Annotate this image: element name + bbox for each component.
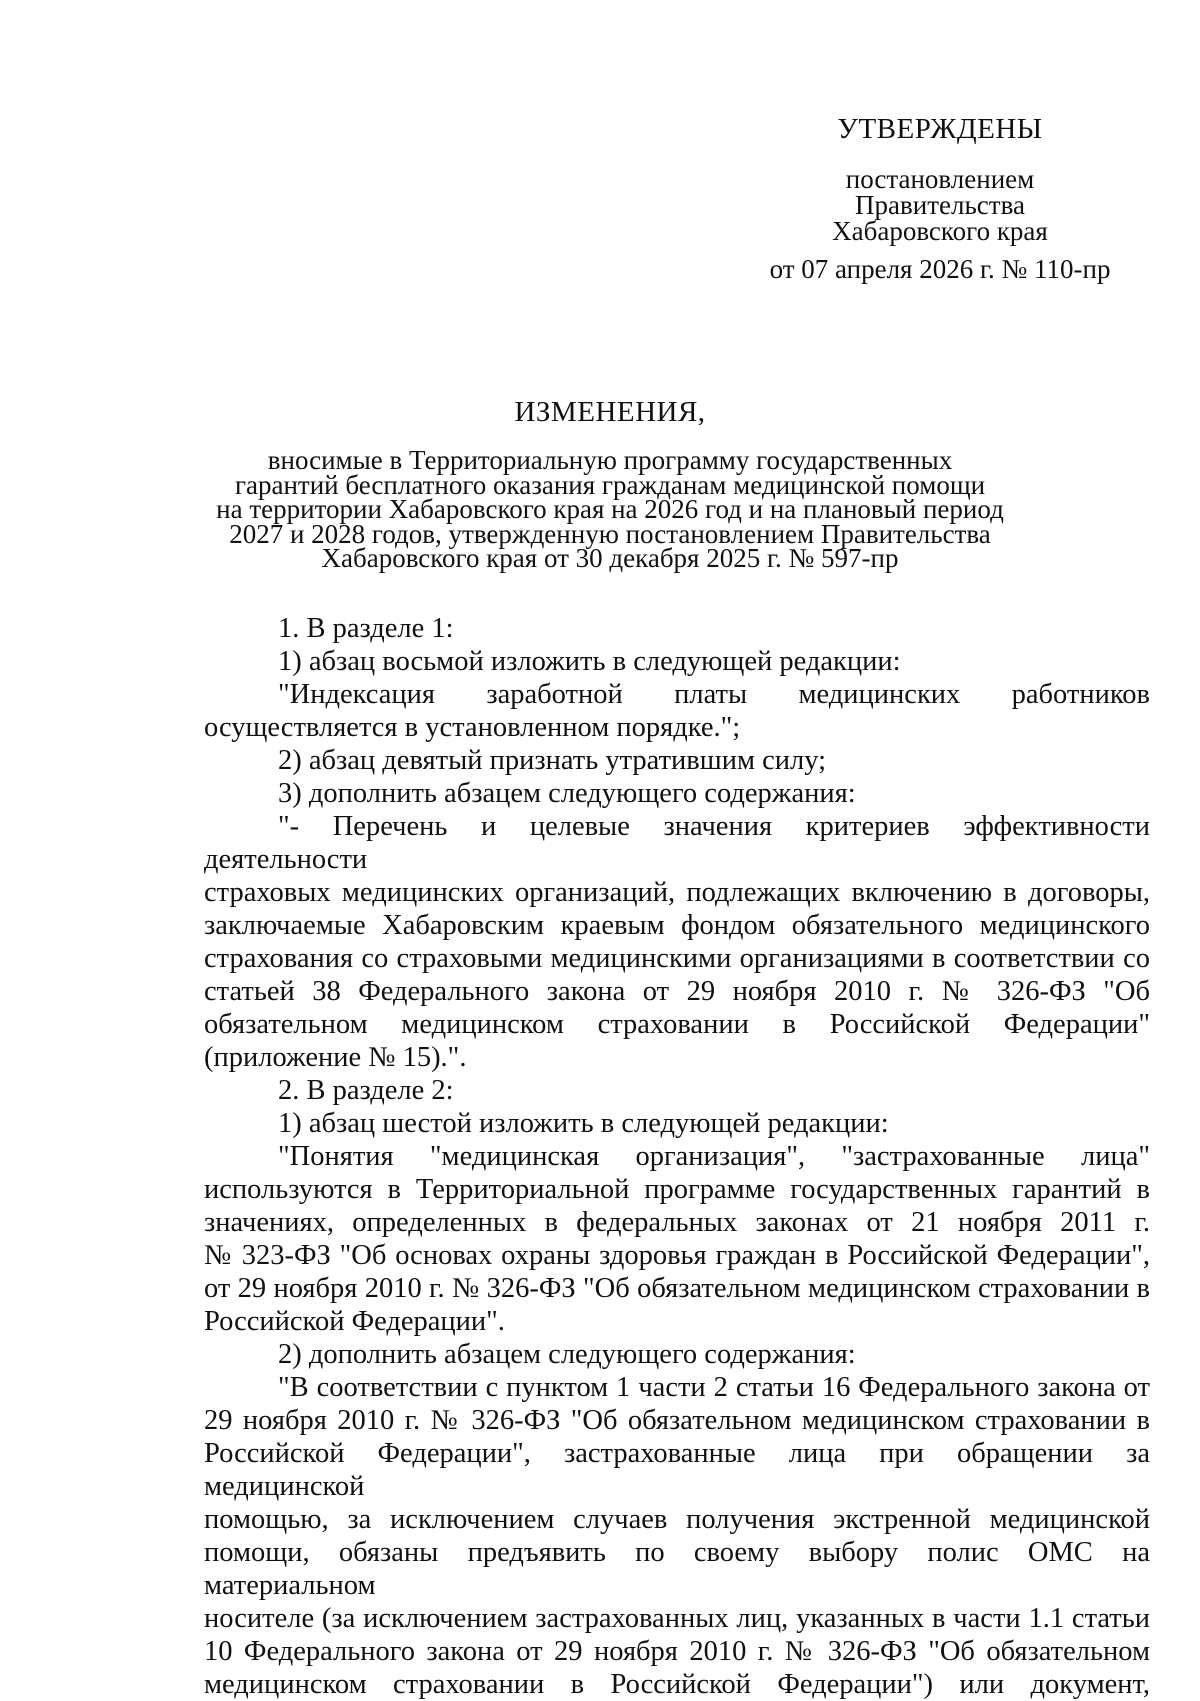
body-text-line: "Индексация заработной платы медицинских работников [278,679,1150,710]
body-text-line: 1. В разделе 1: [278,613,454,644]
document-subtitle-line: 2027 и 2028 годов, утвержденную постановлением Правительства [229,518,991,549]
document-title-block [200,396,1020,571]
approval-line-region: Хабаровского края [832,216,1048,246]
body-text-line: 2. В разделе 2: [278,1075,454,1106]
body-text-line: "- Перечень и целевые значения критериев эффективности деятельности [204,811,1150,875]
body-text-line: носителе (за исключением застрахованных лиц, указанных в части 1.1 статьи [204,1603,1150,1634]
body-text-line: 3) дополнить абзацем следующего содержания: [278,778,856,809]
body-text-line: помощи, обязаны предъявить по своему выбору полис ОМС на материальном [204,1537,1150,1601]
approval-line-resolution: постановлением [845,164,1035,194]
body-text-line: используются в Территориальной программе государственных гарантий в [204,1174,1150,1205]
body-text-line: Российской Федерации", застрахованные лица при обращении за медицинской [204,1438,1150,1502]
document-subtitle-line: вносимые в Территориальную программу государственных [267,445,953,475]
body-text-line: 2) дополнить абзацем следующего содержания: [278,1339,856,1370]
body-text-line: 2) абзац девятый признать утратившим силу; [278,745,827,776]
body-text-line: от 29 ноября 2010 г. № 326-ФЗ "Об обязательном медицинском страховании в [204,1273,1150,1304]
body-text-line: страховых медицинских организаций, подлежащих включению в договоры, [204,877,1150,908]
body-text-line: помощью, за исключением случаев получения экстренной медицинской [204,1504,1150,1535]
body-text-line: заключаемые Хабаровским краевым фондом обязательного медицинского [204,910,1150,941]
body-text-line: 1) абзац восьмой изложить в следующей редакции: [278,646,901,677]
body-text-line: Российской Федерации". [204,1306,505,1337]
approval-heading: УТВЕРЖДЕНЫ [837,113,1043,145]
body-text-line: № 323-ФЗ "Об основах охраны здоровья граждан в Российской Федерации", [204,1240,1150,1271]
document-subtitle-line: Хабаровского края от 30 декабря 2025 г. № 597-пр [321,543,899,573]
body-text-line: (приложение № 15).". [204,1042,467,1073]
approval-date-number: от 07 апреля 2026 г. № 110-пр [769,254,1111,284]
body-text-line: статьей 38 Федерального закона от 29 ноября 2010 г. № 326-ФЗ "Об [204,976,1150,1007]
body-text-line: 1) абзац шестой изложить в следующей редакции: [278,1108,889,1139]
body-text-line: "В соответствии с пунктом 1 части 2 статьи 16 Федерального закона от [278,1372,1150,1403]
approval-line-government: Правительства [855,190,1025,220]
body-text-line: обязательном медицинском страховании в Российской Федерации" [204,1009,1150,1040]
body-text-line: 10 Федерального закона от 29 ноября 2010 г. № 326-ФЗ "Об обязательном [204,1636,1150,1667]
body-text-line: "Понятия "медицинская организация", "застрахованные лица" [278,1141,1150,1172]
document-body [204,612,1150,1701]
approval-stamp-block [740,113,1140,284]
document-subtitle-line: гарантий бесплатного оказания гражданам медицинской помощи [234,469,986,500]
body-text-line: страхования со страховыми медицинскими организациями в соответствии со [204,943,1150,974]
document-subtitle-line: на территории Хабаровского края на 2026 год и на плановый период [216,494,1004,524]
body-text-line: 29 ноября 2010 г. № 326-ФЗ "Об обязательном медицинском страховании в [204,1405,1150,1436]
body-text-line: осуществляется в установленном порядке."; [204,712,741,743]
body-text-line: значениях, определенных в федеральных законах от 21 ноября 2011 г. [204,1207,1150,1238]
body-text-line: медицинском страховании в Российской Федерации") или документ, [204,1669,1150,1700]
document-title: ИЗМЕНЕНИЯ, [514,396,706,428]
